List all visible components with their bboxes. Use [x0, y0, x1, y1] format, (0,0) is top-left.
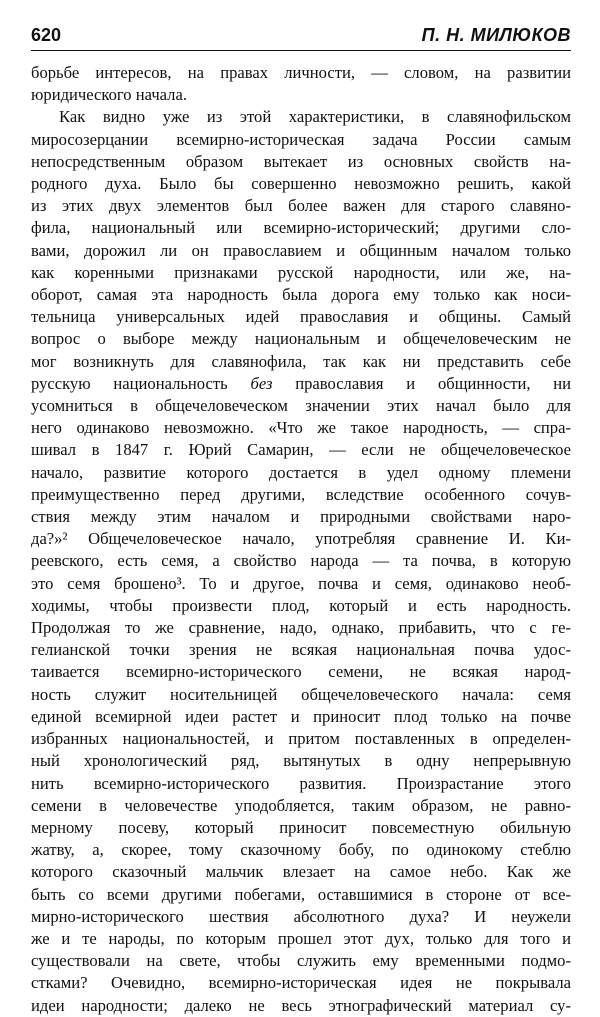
text-line: гелианской точки зрения не всякая национальная почва удос-	[31, 640, 571, 660]
text-line: родного духа. Было бы совершенно невозможно решить, какой	[31, 174, 571, 194]
text-line: ствия между этим началом и природными свойствами наро-	[31, 507, 571, 527]
text-line: ный хронологический ряд, вытянутых в одну непрерывную	[31, 751, 571, 771]
text-line: реевского, есть семя, а свойство народа — та почва, в которую	[31, 551, 571, 571]
text-line: мог возникнуть для славянофила, так как ни представить себе	[31, 351, 571, 371]
text-line: мерному посеву, который приносит повсеместную обильную	[31, 817, 571, 837]
text-line: вами, дорожил ли он православием и общинным началом только	[31, 240, 571, 260]
page-number: 620	[31, 25, 62, 45]
text-line: семени в человечестве уподобляется, таким образом, не равно-	[31, 795, 571, 815]
text-line: Продолжая то же сравнение, надо, однако, прибавить, что с ге-	[31, 618, 571, 638]
text-line: борьбе интересов, на правах личности, — словом, на развитии	[31, 63, 571, 82]
text-line: нить всемирно-исторического развития. Произрастание этого	[31, 773, 571, 793]
emphasis-word: без	[250, 373, 273, 393]
text-line: которого сказочный мальчик влезает на самое небо. Как же	[31, 862, 571, 882]
book-page	[31, 24, 571, 1017]
text-line: ходимы, чтобы произвести плод, который и есть народность.	[31, 595, 571, 615]
text-line: же и те народы, по которым прошел этот дух, только для того и	[31, 928, 571, 948]
text-line: как коренными признаками русской народности, или же, на-	[31, 262, 571, 282]
text-line: миросозерцании всемирно-историческая задача России самым	[31, 129, 571, 149]
text-line: стками? Очевидно, всемирно-историческая идея не покрывала	[31, 973, 571, 993]
text-line: Как видно уже из этой характеристики, в славянофильском	[59, 107, 571, 127]
text-line: начало, развитие которого достается в удел одному племени	[31, 462, 571, 482]
running-head-author: П. Н. МИЛЮКОВ	[421, 25, 571, 45]
text-line: шивал в 1847 г. Юрий Самарин, — если не общечеловеческое	[31, 440, 571, 460]
text-line: тельница универсальных идей православия и общины. Самый	[31, 307, 571, 327]
text-line: ность служит носительницей общечеловеческого начала: семя	[31, 684, 571, 704]
text-line: непосредственным образом вытекает из основных свойств на-	[31, 151, 571, 171]
running-head	[31, 24, 571, 51]
text-line: единой всемирной идеи растет и приносит плод только на почве	[31, 706, 571, 726]
body-text	[31, 62, 571, 1017]
text-line: избранных национальностей, и притом поставленных в определен-	[31, 729, 571, 749]
text-line: вопрос о выборе между национальным и общечеловеческим не	[31, 329, 571, 349]
text-line: преимущественно перед другими, вследствие особенного сочув-	[31, 484, 571, 504]
text-line: быть со всеми другими побегами, оставшимися в стороне от все-	[31, 884, 571, 904]
text-line: это семя брошено³. То и другое, почва и семя, одинаково необ-	[31, 573, 571, 593]
text-line: мирно-исторического шествия абсолютного духа? И неужели	[31, 906, 571, 926]
text-line: жатву, а, скорее, тому сказочному бобу, по одинокому стеблю	[31, 840, 571, 860]
text-line: усомниться в общечеловеческом значении этих начал было для	[31, 396, 571, 416]
text-line: существовали на свете, чтобы служить ему временными подмо-	[31, 951, 571, 971]
text-line: из этих двух элементов был более важен для старого славяно-	[31, 196, 571, 216]
text-line: юридического начала.	[31, 85, 187, 105]
text-line: идеи народности; далеко не весь этнографический материал су-	[31, 995, 571, 1015]
text-line: фила, национальный или всемирно-исторический; другими сло-	[31, 218, 571, 238]
text-line-with-emphasis: русскую национальность без православия и общинности, ни	[31, 373, 571, 393]
text-line: оборот, самая эта народность была дорога ему только как носи-	[31, 285, 571, 305]
text-line: него одинаково невозможно. «Что же такое народность, — спра-	[31, 418, 571, 438]
text-line: да?»² Общечеловеческое начало, употребляя сравнение И. Ки-	[31, 529, 571, 549]
text-line: таивается всемирно-исторического семени, не всякая народ-	[31, 662, 571, 682]
